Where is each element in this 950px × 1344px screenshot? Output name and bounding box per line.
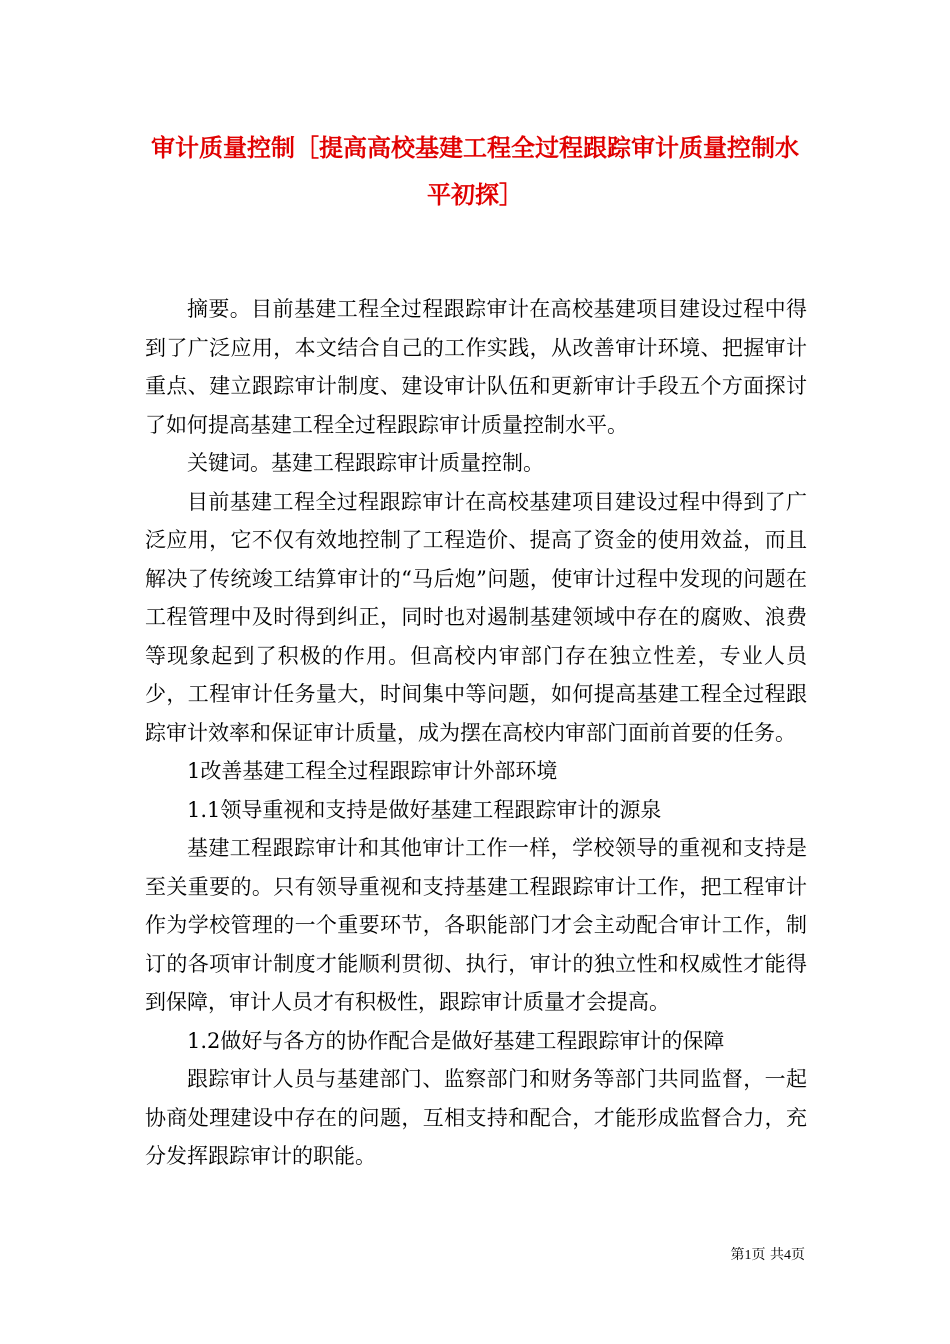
page-number-footer <box>731 1246 805 1265</box>
intro-paragraph: 目前基建工程全过程跟踪审计在高校基建项目建设过程中得到了广泛应用，它不仅有效地控制了工程造价、提高了资金的使用效益，而且解决了传统竣工结算审计的“马后炮”问题，使审计过程中发现的问题在工程管理中及时得到纠正，同时也对遏制基建领域中存在的腐败、浪费等现象起到了积极的作用。但高校内审部门存在独立性差，专业人员少，工程审计任务量大，时间集中等问题，如何提高基建工程全过程跟踪审计效率和保证审计质量，成为摆在高校内审部门面前首要的任务。 <box>145 489 807 745</box>
document-title: 审计质量控制［提高高校基建工程全过程跟踪审计质量控制水平初探］ <box>151 134 799 209</box>
abstract-paragraph: 摘要。目前基建工程全过程跟踪审计在高校基建项目建设过程中得到了广泛应用，本文结合自己的工作实践，从改善审计环境、把握审计重点、建立跟踪审计制度、建设审计队伍和更新审计手段五个方面探讨了如何提高基建工程全过程跟踪审计质量控制水平。 <box>145 297 807 437</box>
footer-suffix: 页 <box>791 1247 805 1263</box>
footer-total-pages: 4 <box>784 1248 791 1263</box>
body-paragraph: 跟踪审计人员与基建部门、监察部门和财务等部门共同监督，一起协商处理建设中存在的问题，互相支持和配合，才能形成监督合力，充分发挥跟踪审计的职能。 <box>145 1067 807 1168</box>
subsection-heading-1-2: 1.2做好与各方的协作配合是做好基建工程跟踪审计的保障 <box>187 1028 725 1053</box>
document-body <box>145 290 807 1176</box>
footer-middle: 页 共 <box>751 1247 784 1263</box>
footer-current-page: 1 <box>744 1248 752 1263</box>
body-paragraph: 基建工程跟踪审计和其他审计工作一样，学校领导的重视和支持是至关重要的。只有领导重视和支持基建工程跟踪审计工作，把工程审计作为学校管理的一个重要环节，各职能部门才会主动配合审计工作，制订的各项审计制度才能顺利贯彻、执行，审计的独立性和权威性才能得到保障，审计人员才有积极性，跟踪审计质量才会提高。 <box>145 836 807 1014</box>
keywords-paragraph: 关键词。基建工程跟踪审计质量控制。 <box>187 451 544 475</box>
section-heading-1: 1改善基建工程全过程跟踪审计外部环境 <box>187 759 558 783</box>
subsection-heading-1-1: 1.1领导重视和支持是做好基建工程跟踪审计的源泉 <box>187 797 662 822</box>
footer-prefix: 第 <box>730 1247 745 1263</box>
